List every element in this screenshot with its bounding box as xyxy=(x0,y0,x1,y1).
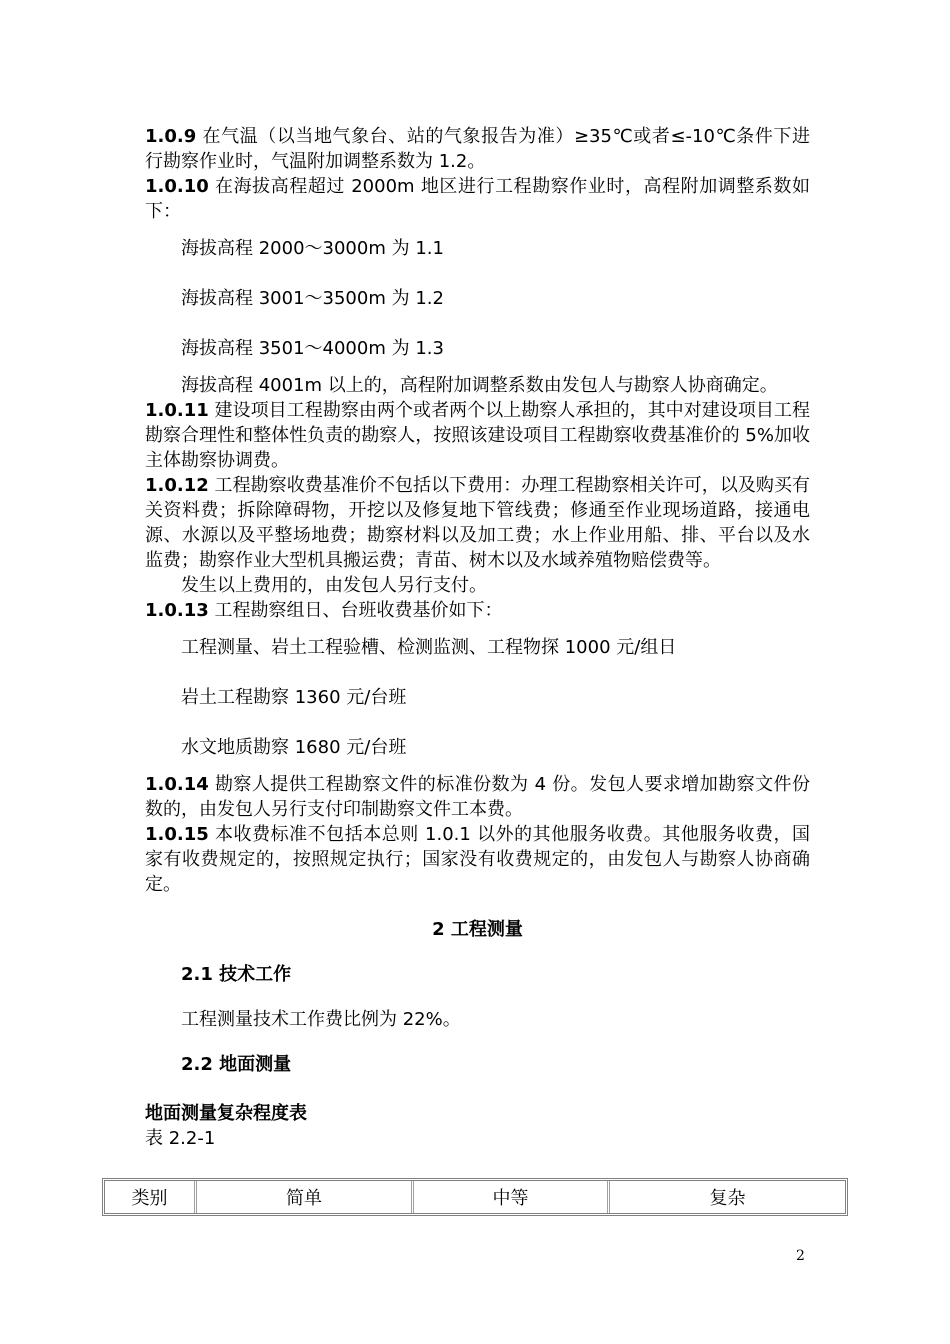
clause-text: 工程勘察组日、台班收费基价如下： xyxy=(208,600,503,621)
clause-number: 1.0.11 xyxy=(145,400,209,421)
clause-number: 1.0.13 xyxy=(145,600,209,621)
clause-text: 勘察人提供工程勘察文件的标准份数为 4 份。发包人要求增加勘察文件份数的，由发包人另行支付印制勘察文件工本费。 xyxy=(145,774,810,820)
rate-item-1: 工程测量、岩土工程验槽、检测监测、工程物探 1000 元/组日 xyxy=(181,637,677,658)
subsection-heading-2-2: 2.2 地面测量 xyxy=(181,1054,292,1075)
rate-item-3: 水文地质勘察 1680 元/台班 xyxy=(181,737,407,758)
table-header-cell: 类别 xyxy=(105,1181,197,1213)
clause-number: 1.0.9 xyxy=(145,126,197,147)
complexity-table xyxy=(102,1178,848,1216)
clause-text: 在气温（以当地气象台、站的气象报告为准）≥35℃或者≤-10℃条件下进行勘察作业时，气温附加调整系数为 1.2。 xyxy=(145,126,810,172)
table-header-cell: 简单 xyxy=(197,1181,414,1213)
table-header-cell: 复杂 xyxy=(709,1188,746,1209)
paragraph-1-0-14 xyxy=(145,772,810,822)
page-body xyxy=(145,124,810,1151)
table-header-cell: 中等 xyxy=(414,1181,610,1213)
paragraph-1-0-12-extra: 发生以上费用的，由发包人另行支付。 xyxy=(181,575,487,596)
paragraph-1-0-11 xyxy=(145,398,810,473)
altitude-item-3: 海拔高程 3501～4000m 为 1.3 xyxy=(181,338,444,359)
subsection-text-2-1: 工程测量技术工作费比例为 22%。 xyxy=(181,1009,461,1030)
subsection-heading-2-1: 2.1 技术工作 xyxy=(181,964,292,985)
clause-number: 1.0.14 xyxy=(145,774,209,795)
paragraph-1-0-13 xyxy=(145,598,810,623)
clause-number: 1.0.15 xyxy=(145,824,209,845)
paragraph-1-0-9 xyxy=(145,124,810,174)
clause-number: 1.0.10 xyxy=(145,176,209,197)
table-header-row xyxy=(105,1181,845,1213)
paragraph-1-0-10 xyxy=(145,174,810,224)
page-number: 2 xyxy=(796,1248,805,1264)
clause-text: 在海拔高程超过 2000m 地区进行工程勘察作业时，高程附加调整系数如下： xyxy=(145,176,810,222)
table-number: 表 2.2-1 xyxy=(145,1128,216,1149)
table-title: 地面测量复杂程度表 xyxy=(145,1103,307,1124)
section-heading: 2 工程测量 xyxy=(432,919,523,940)
altitude-item-2: 海拔高程 3001～3500m 为 1.2 xyxy=(181,288,444,309)
clause-text: 本收费标准不包括本总则 1.0.1 以外的其他服务收费。其他服务收费，国家有收费规定的，按照规定执行；国家没有收费规定的，由发包人与勘察人协商确定。 xyxy=(145,824,810,895)
clause-number: 1.0.12 xyxy=(145,475,209,496)
paragraph-1-0-15 xyxy=(145,822,810,897)
clause-text: 建设项目工程勘察由两个或者两个以上勘察人承担的，其中对建设项目工程勘察合理性和整体性负责的勘察人，按照该建设项目工程勘察收费基准价的 5%加收主体勘察协调费。 xyxy=(145,400,810,471)
paragraph-1-0-12 xyxy=(145,473,810,573)
rate-item-2: 岩土工程勘察 1360 元/台班 xyxy=(181,687,407,708)
altitude-item-1: 海拔高程 2000～3000m 为 1.1 xyxy=(181,238,444,259)
clause-text: 工程勘察收费基准价不包括以下费用：办理工程勘察相关许可，以及购买有关资料费；拆除障碍物，开挖以及修复地下管线费；修通至作业现场道路，接通电源、水源以及平整场地费；勘察材料以及加工费；水上作业用船、排、平台以及水监费；勘察作业大型机具搬运费；青苗、树木以及水域养殖物赔偿费等。 xyxy=(145,475,810,571)
altitude-item-4: 海拔高程 4001m 以上的，高程附加调整系数由发包人与勘察人协商确定。 xyxy=(181,375,778,396)
